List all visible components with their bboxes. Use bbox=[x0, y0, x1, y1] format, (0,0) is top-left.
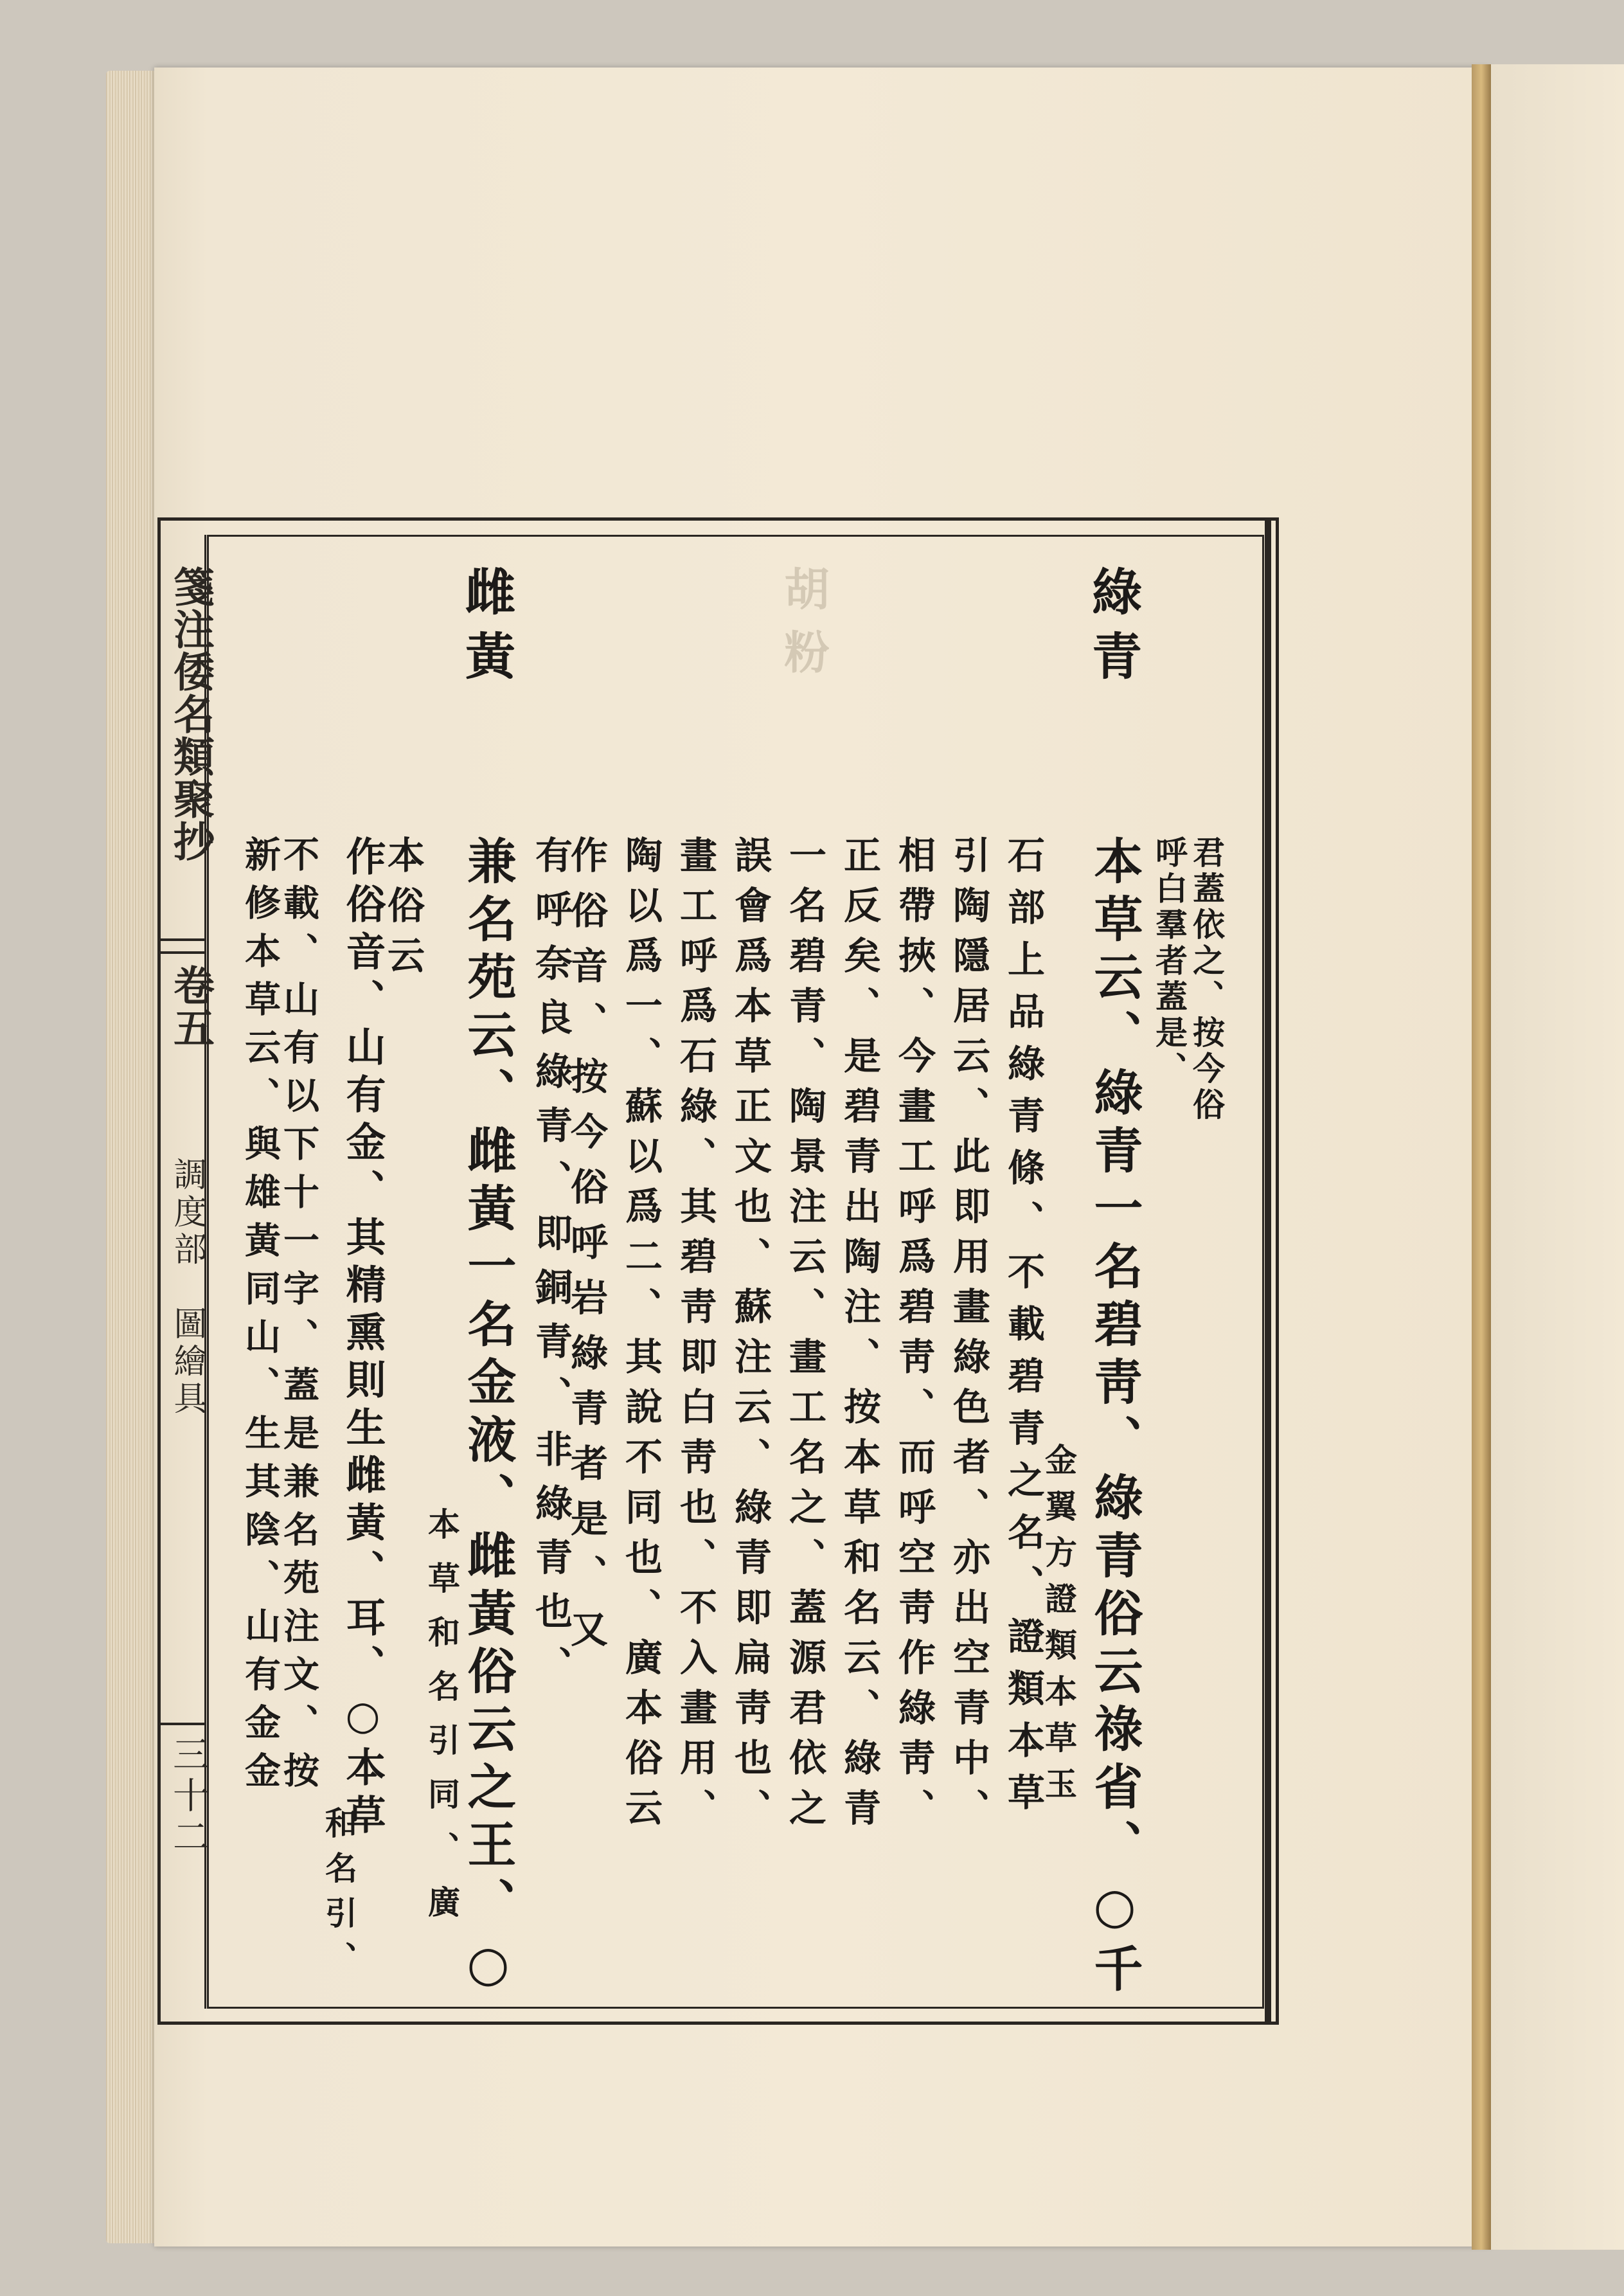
text-column: 本草云、綠青一名碧靑、綠青俗云祿省、○千 bbox=[1086, 836, 1143, 2001]
spine-divider-1 bbox=[161, 938, 206, 941]
text-column: 作俗音、山有金、其精熏則生雌黃、耳、○本草 bbox=[339, 836, 386, 1842]
text-column: 和名引、 bbox=[320, 1806, 358, 1986]
text-column: 誤會爲本草正文也、蘇注云、綠青即扁靑也、 bbox=[728, 836, 772, 1838]
spine-section: 調度部 圖繪具 bbox=[168, 1157, 206, 1418]
text-column: 陶以爲一、蘇以爲二、其說不同也、廣本俗云 bbox=[619, 836, 663, 1838]
text-column: 引陶隱居云、此即用畫綠色者、亦出空青中、 bbox=[947, 836, 990, 1838]
text-column: 正反矣、是碧青出陶注、按本草和名云、綠青 bbox=[837, 836, 881, 1838]
spine-title: 箋注倭名類聚抄 bbox=[166, 566, 215, 863]
text-column: 新修本草云、與雄黃同山、生其陰、山有金金 bbox=[239, 836, 281, 1800]
book-gutter bbox=[1472, 64, 1491, 2250]
text-column: 作俗音、按今俗呼岩綠青者是、又 bbox=[564, 836, 608, 1665]
text-column: 金翼方證類本草玉 bbox=[1040, 1443, 1078, 1813]
text-column: 兼名苑云、雌黃一名金液、雌黃俗云之王、○ bbox=[460, 836, 517, 2001]
text-column: 不載、山有以下十一字、蓋是兼名苑注文、按 bbox=[278, 836, 320, 1800]
spine-volume: 卷五 bbox=[166, 964, 215, 1049]
text-column: 呼白羣者蓋是、 bbox=[1150, 836, 1188, 1088]
text-column: 本俗云 bbox=[381, 836, 425, 986]
text-column: 相帶挾、今畫工呼爲碧靑、而呼空靑作綠靑、 bbox=[892, 836, 936, 1838]
text-column: 君蓋依之、按今俗 bbox=[1188, 836, 1226, 1124]
spine-page-number: 三十二 bbox=[167, 1735, 209, 1859]
spine-divider-3 bbox=[161, 1723, 206, 1725]
heading-shio: 雌黃 bbox=[457, 566, 515, 694]
text-column: 一名碧青、陶景注云、畫工名之、蓋源君依之 bbox=[783, 836, 826, 1838]
heading-rokusho: 綠青 bbox=[1084, 566, 1142, 694]
heading-ghost-bleedthrough: 胡粉 bbox=[777, 566, 830, 692]
text-column: 有呼奈良綠青、即銅青、非綠青也、 bbox=[529, 836, 573, 1700]
text-column: 石部上品綠青條、不載碧青之名、證類本草 bbox=[1001, 836, 1045, 1825]
text-column: 畫工呼爲石綠、其碧靑即白靑也、不入畫用、 bbox=[674, 836, 717, 1838]
text-column: 本草和名引同、廣 bbox=[423, 1507, 461, 1939]
right-page bbox=[1491, 64, 1624, 2250]
frame-shadow-rule bbox=[1265, 517, 1271, 2025]
spine-divider-2 bbox=[161, 951, 206, 954]
